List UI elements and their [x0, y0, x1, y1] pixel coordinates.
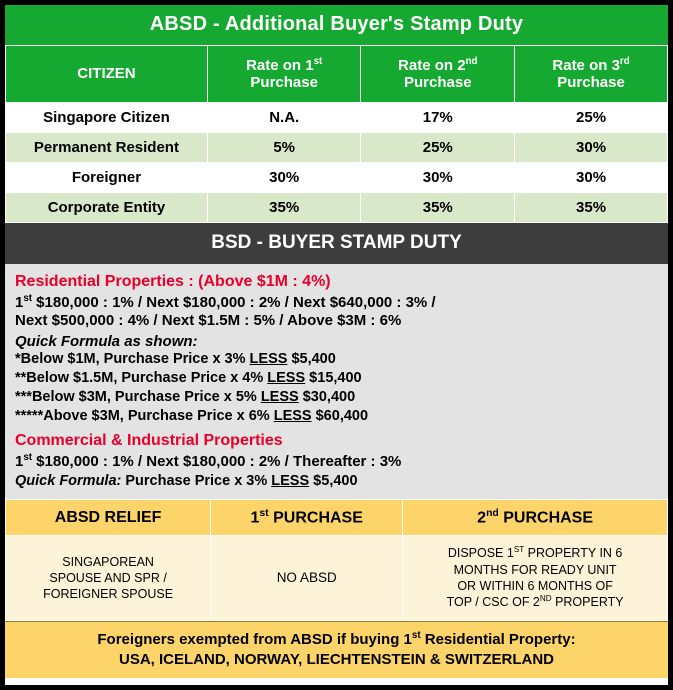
- absd-row-rate2: 25%: [361, 132, 515, 162]
- absd-header-row: [6, 46, 668, 103]
- relief-who-line3: FOREIGNER SPOUSE: [43, 587, 174, 602]
- bsd-commercial-sup: st: [23, 452, 33, 464]
- bsd-commercial-formula-less: LESS: [271, 473, 310, 490]
- absd-header-rate1-purchase: Purchase: [250, 74, 318, 92]
- absd-row-label: Singapore Citizen: [6, 102, 208, 132]
- bsd-residential-line1-sup: st: [23, 292, 33, 304]
- footer-line1-sup: st: [411, 629, 421, 641]
- table-row: [6, 102, 668, 132]
- absd-row-rate1: N.A.: [207, 102, 361, 132]
- absd-header-rate3-sup: rd: [619, 56, 630, 67]
- bsd-commercial-line: [15, 452, 658, 472]
- absd-row-rate3: 30%: [515, 132, 668, 162]
- bsd-commercial-formula-text: Purchase Price x 3%: [121, 473, 272, 490]
- absd-row-rate1: 30%: [207, 162, 361, 192]
- absd-header-rate2-text: Rate on 2: [398, 57, 466, 74]
- relief-header-second-num: 2: [477, 509, 487, 527]
- bsd-formula-text: Below $3M, Purchase Price x 5%: [31, 388, 261, 405]
- absd-header-rate1: [207, 46, 361, 103]
- absd-row-rate3: 25%: [515, 102, 668, 132]
- relief-header-first-purchase: [211, 499, 403, 535]
- absd-header-rate3-purchase: Purchase: [557, 74, 625, 92]
- relief-who-line2: SPOUSE AND SPR /: [49, 570, 167, 585]
- bsd-commercial-num: 1: [15, 453, 24, 471]
- bsd-quick-formula-label: Quick Formula as shown:: [15, 333, 198, 350]
- bsd-formula-line: [15, 369, 658, 388]
- absd-table: [5, 45, 668, 223]
- relief-second-line4-b: PROPERTY: [551, 595, 624, 610]
- relief-cell-who: [6, 536, 211, 620]
- absd-row-rate1: 5%: [207, 132, 361, 162]
- absd-header-rate3: [515, 46, 668, 103]
- bsd-formula-amount: $15,400: [305, 369, 362, 386]
- bsd-formula-text: Above $3M, Purchase Price x 6%: [43, 407, 274, 424]
- relief-who-line1: SINGAPOREAN: [62, 554, 154, 569]
- relief-header-first-num: 1: [250, 509, 260, 527]
- bsd-commercial-formula-label: Quick Formula:: [15, 473, 122, 490]
- bsd-formula-amount: $60,400: [311, 407, 369, 424]
- bsd-formula-less: LESS: [267, 369, 306, 386]
- footer-line1-b: Residential Property:: [420, 630, 576, 648]
- bsd-residential-line1-text: $180,000 : 1% / Next $180,000 : 2% / Next $640,000 : 3% /: [32, 293, 436, 311]
- table-row: [6, 192, 668, 222]
- relief-header-row: [6, 499, 668, 535]
- absd-header-rate1-text: Rate on 1: [246, 57, 314, 74]
- relief-second-line1-a: DISPOSE 1: [447, 546, 514, 561]
- bsd-residential-line1-num: 1: [15, 293, 24, 311]
- bsd-formula-less: LESS: [273, 407, 312, 424]
- relief-header-title: ABSD RELIEF: [6, 499, 211, 535]
- relief-cell-first: NO ABSD: [211, 536, 403, 620]
- bsd-formula-stars: *: [15, 351, 21, 367]
- footer-line2: USA, ICELAND, NORWAY, LIECHTENSTEIN & SWITZERLAND: [118, 650, 555, 668]
- absd-title: ABSD - Additional Buyer's Stamp Duty: [5, 5, 668, 45]
- relief-second-line2: MONTHS FOR READY UNIT: [453, 562, 617, 577]
- bsd-formula-less: LESS: [249, 351, 288, 367]
- absd-row-rate2: 17%: [361, 102, 515, 132]
- spacer: [15, 425, 658, 430]
- footer-note: [5, 621, 668, 679]
- bsd-title: BSD - BUYER STAMP DUTY: [5, 223, 668, 264]
- bsd-commercial-text: $180,000 : 1% / Next $180,000 : 2% / Thereafter : 3%: [32, 453, 402, 471]
- absd-row-rate1: 35%: [207, 192, 361, 222]
- absd-row-rate2: 35%: [361, 192, 515, 222]
- bsd-formula-line: [15, 407, 658, 426]
- bsd-residential-line2: Next $500,000 : 4% / Next $1.5M : 5% / Above $3M : 6%: [15, 312, 402, 330]
- bsd-formula-line: [15, 388, 658, 407]
- absd-header-rate3-text: Rate on 3: [552, 57, 620, 74]
- absd-header-citizen: CITIZEN: [6, 46, 208, 103]
- relief-header-second-sup: nd: [486, 507, 499, 519]
- bsd-formula-stars: ***: [15, 388, 32, 405]
- absd-header-rate2-sup: nd: [465, 56, 478, 67]
- relief-header-second-text: PURCHASE: [498, 509, 594, 527]
- relief-second-line1-sup: ST: [513, 545, 525, 555]
- bsd-commercial-heading: Commercial & Industrial Properties: [15, 432, 283, 450]
- absd-row-label: Foreigner: [6, 162, 208, 192]
- bsd-commercial-formula-amount: $5,400: [309, 473, 358, 490]
- relief-second-line1-b: PROPERTY IN 6: [524, 546, 623, 561]
- absd-row-label: Corporate Entity: [6, 192, 208, 222]
- bsd-formula-amount: $5,400: [287, 351, 336, 367]
- bsd-formula-text: Below $1M, Purchase Price x 3%: [20, 351, 250, 367]
- table-row: [6, 536, 668, 620]
- bsd-formula-stars: **: [15, 369, 27, 386]
- bsd-formula-text: Below $1.5M, Purchase Price x 4%: [26, 369, 268, 386]
- footer-line1-a: Foreigners exempted from ABSD if buying 1: [97, 630, 412, 648]
- absd-header-rate2-purchase: Purchase: [404, 74, 472, 92]
- absd-row-rate3: 30%: [515, 162, 668, 192]
- table-row: [6, 162, 668, 192]
- absd-header-rate2: [361, 46, 515, 103]
- relief-header-first-sup: st: [259, 507, 269, 519]
- bsd-residential-line1: [15, 293, 658, 313]
- bsd-commercial-formula: [15, 472, 658, 491]
- bsd-residential-heading: Residential Properties : (Above $1M : 4%): [15, 272, 331, 290]
- absd-relief-table: [5, 499, 668, 621]
- absd-row-label: Permanent Resident: [6, 132, 208, 162]
- absd-row-rate2: 30%: [361, 162, 515, 192]
- bsd-formula-line: [15, 350, 658, 369]
- relief-second-line3: OR WITHIN 6 MONTHS OF: [457, 578, 613, 593]
- bsd-body: [5, 264, 668, 499]
- relief-second-line4-sup: ND: [539, 594, 552, 604]
- bsd-formula-less: LESS: [260, 388, 299, 405]
- relief-header-second-purchase: [403, 499, 668, 535]
- bsd-formula-stars: *****: [15, 407, 44, 424]
- relief-second-line4-a: TOP / CSC OF 2: [446, 595, 540, 610]
- relief-cell-second: [403, 536, 668, 620]
- table-row: [6, 132, 668, 162]
- relief-header-first-text: PURCHASE: [268, 509, 363, 527]
- absd-header-rate1-sup: st: [313, 56, 323, 67]
- bsd-formula-amount: $30,400: [298, 388, 356, 405]
- absd-row-rate3: 35%: [515, 192, 668, 222]
